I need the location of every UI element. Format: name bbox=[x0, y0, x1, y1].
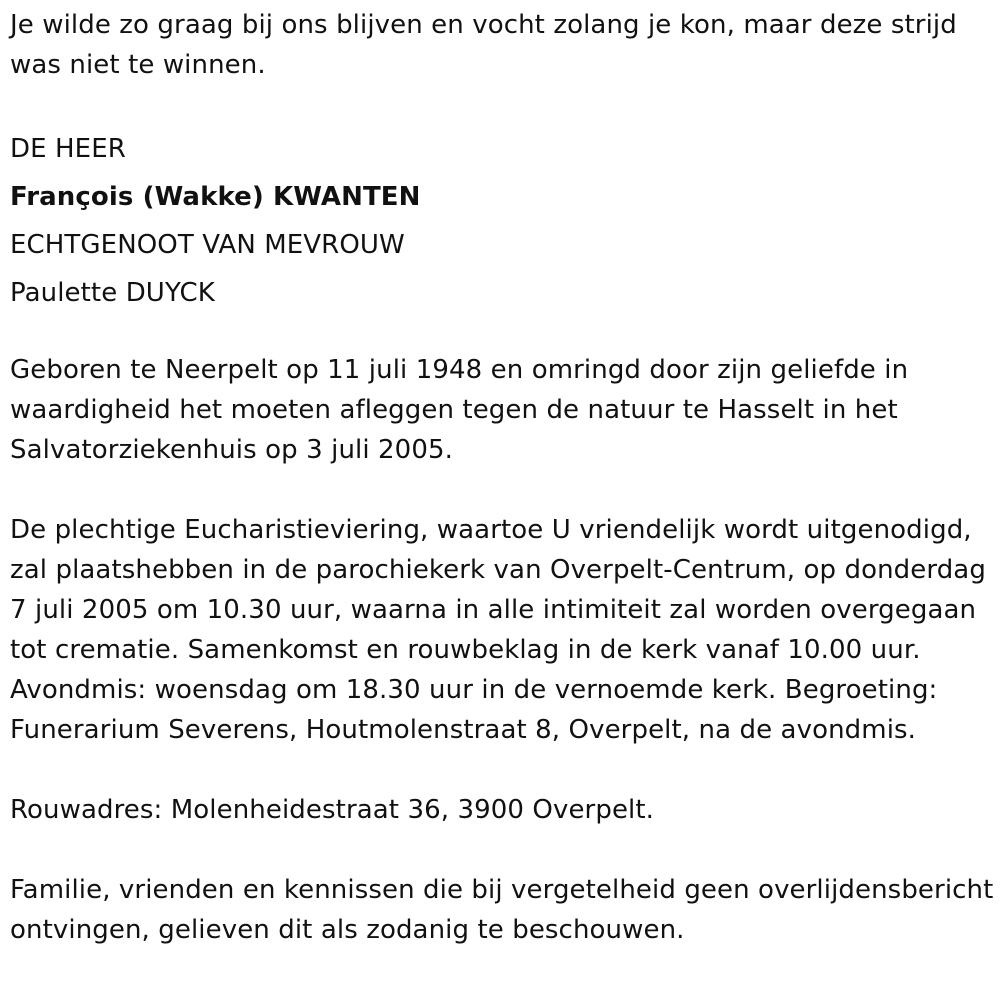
spacer bbox=[10, 830, 995, 870]
birth-death-paragraph: Geboren te Neerpelt op 11 juli 1948 en omringd door zijn geliefde in waardigheid het moeten afleggen tegen de natuur te Hasselt in het Salvatorziekenhuis op 3 juli 2005. bbox=[10, 355, 909, 465]
deceased-name: François (Wakke) KWANTEN bbox=[10, 182, 421, 212]
spouse-line: ECHTGENOOT VAN MEVROUW bbox=[10, 230, 405, 260]
closing-paragraph: Familie, vrienden en kennissen die bij vergetelheid geen overlijdensbericht ontvingen, gelieven dit als zodanig te beschouwen. bbox=[10, 875, 994, 945]
spacer bbox=[10, 317, 995, 350]
intro-text: Je wilde zo graag bij ons blijven en vocht zolang je kon, maar deze strijd was niet te winnen. bbox=[10, 10, 957, 80]
spacer bbox=[10, 750, 995, 790]
ceremony-paragraph: De plechtige Eucharistieviering, waartoe U vriendelijk wordt uitgenodigd, zal plaatshebben in de parochiekerk van Overpelt-Centrum, op donderdag 7 juli 2005 om 10.30 uur, waarna in alle intimiteit zal worden overgegaan tot crematie. Samenkomst en rouwbeklag in de kerk vanaf 10.00 uur. Avondmis: woensdag om 18.30 uur in de vernoemde kerk. Begroeting: Funerarium Severens, Houtmolenstraat 8, Overpelt, na de avondmis. bbox=[10, 515, 986, 745]
title-line: DE HEER bbox=[10, 134, 126, 164]
spacer bbox=[10, 470, 995, 510]
mourning-address: Rouwadres: Molenheidestraat 36, 3900 Overpelt. bbox=[10, 795, 655, 825]
obituary-notice bbox=[10, 5, 995, 950]
spouse-name: Paulette DUYCK bbox=[10, 278, 215, 308]
spacer bbox=[10, 85, 995, 125]
